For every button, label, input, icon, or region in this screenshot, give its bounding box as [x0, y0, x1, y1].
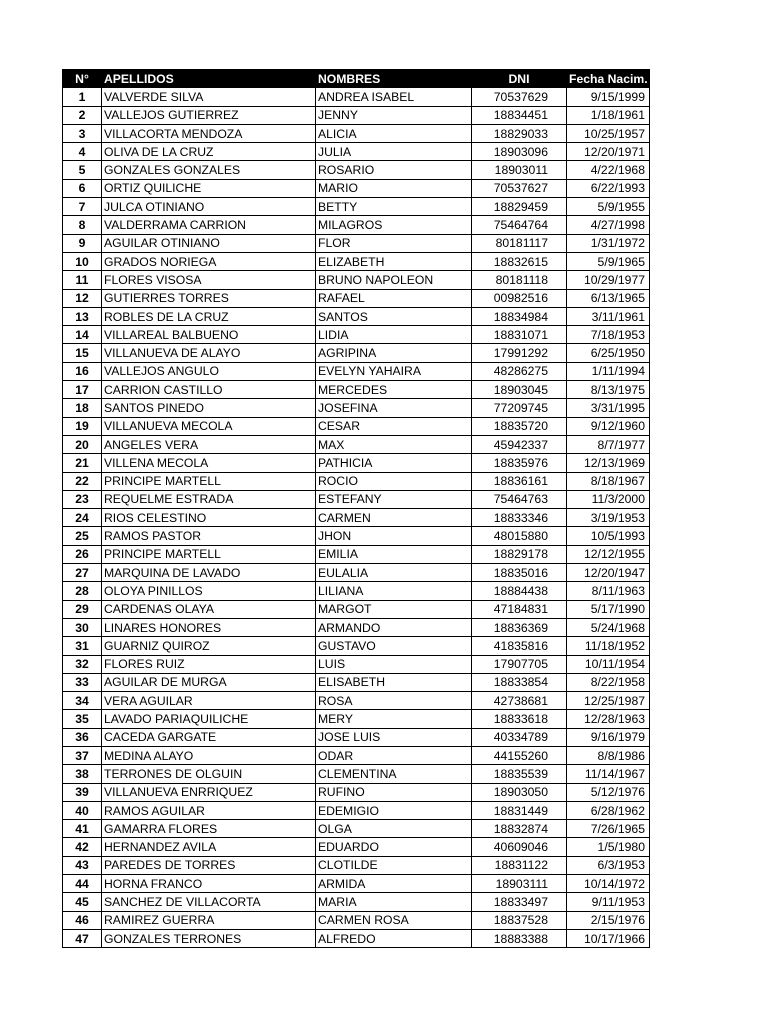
cell-apellidos: GONZALES GONZALES [102, 161, 316, 179]
cell-num: 18 [63, 399, 102, 417]
cell-apellidos: MARQUINA DE LAVADO [102, 564, 316, 582]
table-row [63, 490, 650, 508]
cell-apellidos: RIOS CELESTINO [102, 509, 316, 527]
cell-nombres: BETTY [316, 198, 472, 216]
table-row [63, 673, 650, 691]
cell-num: 21 [63, 454, 102, 472]
table-body [63, 88, 650, 948]
cell-num: 17 [63, 381, 102, 399]
cell-apellidos: FLORES RUIZ [102, 655, 316, 673]
cell-num: 34 [63, 692, 102, 710]
table-row [63, 582, 650, 600]
cell-dni: 18831449 [472, 801, 567, 819]
cell-fecha: 4/27/1998 [567, 216, 650, 234]
cell-apellidos: ORTIZ QUILICHE [102, 179, 316, 197]
cell-num: 11 [63, 271, 102, 289]
table-header [63, 70, 650, 88]
table-row [63, 801, 650, 819]
cell-dni: 47184831 [472, 600, 567, 618]
cell-num: 6 [63, 179, 102, 197]
cell-nombres: ARMIDA [316, 875, 472, 893]
cell-fecha: 4/22/1968 [567, 161, 650, 179]
cell-num: 33 [63, 673, 102, 691]
cell-apellidos: TERRONES DE OLGUIN [102, 765, 316, 783]
cell-fecha: 12/28/1963 [567, 710, 650, 728]
table-row [63, 527, 650, 545]
cell-num: 15 [63, 344, 102, 362]
cell-apellidos: PRINCIPE MARTELL [102, 545, 316, 563]
cell-nombres: MILAGROS [316, 216, 472, 234]
cell-dni: 44155260 [472, 746, 567, 764]
cell-num: 42 [63, 838, 102, 856]
cell-fecha: 9/12/1960 [567, 417, 650, 435]
cell-fecha: 12/20/1971 [567, 143, 650, 161]
cell-fecha: 3/31/1995 [567, 399, 650, 417]
cell-apellidos: FLORES VISOSA [102, 271, 316, 289]
cell-num: 47 [63, 929, 102, 947]
cell-fecha: 8/18/1967 [567, 472, 650, 490]
cell-nombres: JHON [316, 527, 472, 545]
cell-fecha: 6/22/1993 [567, 179, 650, 197]
cell-dni: 48286275 [472, 362, 567, 380]
table-row [63, 692, 650, 710]
table-row [63, 88, 650, 106]
table-row [63, 600, 650, 618]
cell-num: 5 [63, 161, 102, 179]
cell-nombres: BRUNO NAPOLEON [316, 271, 472, 289]
cell-nombres: MERY [316, 710, 472, 728]
cell-nombres: MARGOT [316, 600, 472, 618]
cell-apellidos: LAVADO PARIAQUILICHE [102, 710, 316, 728]
cell-apellidos: PAREDES DE TORRES [102, 856, 316, 874]
cell-num: 23 [63, 490, 102, 508]
cell-apellidos: RAMIREZ GUERRA [102, 911, 316, 929]
cell-nombres: ODAR [316, 746, 472, 764]
table-row [63, 655, 650, 673]
cell-dni: 75464764 [472, 216, 567, 234]
cell-fecha: 10/25/1957 [567, 124, 650, 142]
cell-fecha: 10/17/1966 [567, 929, 650, 947]
cell-nombres: SANTOS [316, 307, 472, 325]
table-row [63, 472, 650, 490]
cell-dni: 77209745 [472, 399, 567, 417]
cell-fecha: 9/15/1999 [567, 88, 650, 106]
cell-nombres: CARMEN ROSA [316, 911, 472, 929]
cell-fecha: 8/11/1963 [567, 582, 650, 600]
table-row [63, 381, 650, 399]
cell-fecha: 6/28/1962 [567, 801, 650, 819]
header-num: N° [63, 70, 102, 88]
cell-apellidos: GONZALES TERRONES [102, 929, 316, 947]
cell-apellidos: HORNA FRANCO [102, 875, 316, 893]
table-row [63, 911, 650, 929]
table-row [63, 454, 650, 472]
table-row [63, 326, 650, 344]
cell-apellidos: VERA AGUILAR [102, 692, 316, 710]
cell-num: 14 [63, 326, 102, 344]
table-row [63, 417, 650, 435]
cell-apellidos: OLOYA PINILLOS [102, 582, 316, 600]
cell-dni: 00982516 [472, 289, 567, 307]
cell-apellidos: LINARES HONORES [102, 618, 316, 636]
people-table [62, 69, 650, 948]
cell-dni: 42738681 [472, 692, 567, 710]
cell-dni: 18884438 [472, 582, 567, 600]
cell-apellidos: VALLEJOS ANGULO [102, 362, 316, 380]
table-row [63, 198, 650, 216]
cell-fecha: 5/24/1968 [567, 618, 650, 636]
cell-dni: 18903096 [472, 143, 567, 161]
cell-apellidos: PRINCIPE MARTELL [102, 472, 316, 490]
table-row [63, 179, 650, 197]
cell-nombres: JENNY [316, 106, 472, 124]
cell-apellidos: CACEDA GARGATE [102, 728, 316, 746]
cell-fecha: 1/31/1972 [567, 234, 650, 252]
cell-num: 36 [63, 728, 102, 746]
cell-nombres: MAX [316, 435, 472, 453]
cell-apellidos: AGUILAR DE MURGA [102, 673, 316, 691]
cell-num: 32 [63, 655, 102, 673]
cell-num: 38 [63, 765, 102, 783]
cell-fecha: 7/26/1965 [567, 820, 650, 838]
cell-apellidos: VALVERDE SILVA [102, 88, 316, 106]
cell-nombres: LIDIA [316, 326, 472, 344]
header-fecha: Fecha Nacim. [567, 70, 650, 88]
cell-num: 37 [63, 746, 102, 764]
cell-fecha: 11/18/1952 [567, 637, 650, 655]
table-row [63, 252, 650, 270]
cell-num: 19 [63, 417, 102, 435]
cell-num: 1 [63, 88, 102, 106]
cell-apellidos: VILLACORTA MENDOZA [102, 124, 316, 142]
cell-dni: 18831122 [472, 856, 567, 874]
cell-fecha: 6/13/1965 [567, 289, 650, 307]
table-row [63, 271, 650, 289]
table-row [63, 143, 650, 161]
cell-apellidos: VILLANUEVA DE ALAYO [102, 344, 316, 362]
cell-apellidos: VILLANUEVA MECOLA [102, 417, 316, 435]
cell-dni: 75464763 [472, 490, 567, 508]
cell-num: 45 [63, 893, 102, 911]
cell-fecha: 12/25/1987 [567, 692, 650, 710]
cell-nombres: FLOR [316, 234, 472, 252]
table-row [63, 637, 650, 655]
cell-nombres: LUIS [316, 655, 472, 673]
cell-nombres: ARMANDO [316, 618, 472, 636]
cell-nombres: MARIA [316, 893, 472, 911]
cell-apellidos: VILLENA MECOLA [102, 454, 316, 472]
cell-dni: 17991292 [472, 344, 567, 362]
cell-nombres: ROSA [316, 692, 472, 710]
table-row [63, 929, 650, 947]
cell-nombres: JOSEFINA [316, 399, 472, 417]
table-row [63, 509, 650, 527]
cell-fecha: 1/11/1994 [567, 362, 650, 380]
table-row [63, 124, 650, 142]
cell-num: 41 [63, 820, 102, 838]
cell-dni: 18833854 [472, 673, 567, 691]
cell-fecha: 10/5/1993 [567, 527, 650, 545]
cell-nombres: ROSARIO [316, 161, 472, 179]
table-row [63, 875, 650, 893]
cell-dni: 41835816 [472, 637, 567, 655]
table-row [63, 746, 650, 764]
cell-apellidos: GUARNIZ QUIROZ [102, 637, 316, 655]
cell-dni: 18834451 [472, 106, 567, 124]
cell-nombres: RAFAEL [316, 289, 472, 307]
cell-num: 10 [63, 252, 102, 270]
cell-apellidos: CARRION CASTILLO [102, 381, 316, 399]
cell-nombres: ANDREA ISABEL [316, 88, 472, 106]
cell-dni: 18835539 [472, 765, 567, 783]
table-row [63, 783, 650, 801]
cell-nombres: ROCIO [316, 472, 472, 490]
cell-fecha: 5/9/1965 [567, 252, 650, 270]
cell-nombres: AGRIPINA [316, 344, 472, 362]
table-row [63, 728, 650, 746]
cell-num: 46 [63, 911, 102, 929]
cell-fecha: 10/29/1977 [567, 271, 650, 289]
cell-nombres: EVELYN YAHAIRA [316, 362, 472, 380]
table-row [63, 216, 650, 234]
cell-nombres: RUFINO [316, 783, 472, 801]
cell-dni: 18903045 [472, 381, 567, 399]
cell-dni: 18833346 [472, 509, 567, 527]
cell-num: 40 [63, 801, 102, 819]
cell-nombres: ELIZABETH [316, 252, 472, 270]
table-row [63, 564, 650, 582]
table-row [63, 710, 650, 728]
cell-dni: 18903050 [472, 783, 567, 801]
table-row [63, 106, 650, 124]
table-row [63, 856, 650, 874]
cell-apellidos: GAMARRA FLORES [102, 820, 316, 838]
cell-dni: 80181117 [472, 234, 567, 252]
cell-num: 12 [63, 289, 102, 307]
cell-nombres: ALICIA [316, 124, 472, 142]
cell-nombres: CESAR [316, 417, 472, 435]
cell-dni: 18834984 [472, 307, 567, 325]
cell-apellidos: RAMOS PASTOR [102, 527, 316, 545]
header-dni: DNI [472, 70, 567, 88]
cell-dni: 18835976 [472, 454, 567, 472]
cell-apellidos: VILLAREAL BALBUENO [102, 326, 316, 344]
cell-dni: 18883388 [472, 929, 567, 947]
cell-dni: 18903111 [472, 875, 567, 893]
cell-nombres: CLEMENTINA [316, 765, 472, 783]
cell-apellidos: RAMOS AGUILAR [102, 801, 316, 819]
cell-dni: 18831071 [472, 326, 567, 344]
table-row [63, 399, 650, 417]
cell-num: 39 [63, 783, 102, 801]
cell-nombres: EDEMIGIO [316, 801, 472, 819]
cell-num: 20 [63, 435, 102, 453]
cell-fecha: 3/19/1953 [567, 509, 650, 527]
cell-nombres: GUSTAVO [316, 637, 472, 655]
cell-dni: 70537629 [472, 88, 567, 106]
cell-num: 29 [63, 600, 102, 618]
cell-num: 7 [63, 198, 102, 216]
cell-dni: 40609046 [472, 838, 567, 856]
cell-num: 9 [63, 234, 102, 252]
table-row [63, 289, 650, 307]
cell-nombres: MARIO [316, 179, 472, 197]
cell-nombres: JOSE LUIS [316, 728, 472, 746]
header-row [63, 70, 650, 88]
cell-nombres: EULALIA [316, 564, 472, 582]
cell-fecha: 8/8/1986 [567, 746, 650, 764]
cell-apellidos: CARDENAS OLAYA [102, 600, 316, 618]
cell-num: 43 [63, 856, 102, 874]
cell-fecha: 12/20/1947 [567, 564, 650, 582]
table-row [63, 893, 650, 911]
cell-nombres: ALFREDO [316, 929, 472, 947]
cell-fecha: 5/12/1976 [567, 783, 650, 801]
cell-apellidos: JULCA OTINIANO [102, 198, 316, 216]
cell-num: 13 [63, 307, 102, 325]
cell-num: 30 [63, 618, 102, 636]
cell-num: 8 [63, 216, 102, 234]
cell-fecha: 6/3/1953 [567, 856, 650, 874]
cell-fecha: 8/22/1958 [567, 673, 650, 691]
cell-fecha: 12/13/1969 [567, 454, 650, 472]
cell-num: 35 [63, 710, 102, 728]
table-row [63, 545, 650, 563]
cell-fecha: 12/12/1955 [567, 545, 650, 563]
cell-dni: 40334789 [472, 728, 567, 746]
cell-nombres: ELISABETH [316, 673, 472, 691]
cell-dni: 18833497 [472, 893, 567, 911]
cell-fecha: 11/3/2000 [567, 490, 650, 508]
cell-fecha: 8/13/1975 [567, 381, 650, 399]
cell-fecha: 3/11/1961 [567, 307, 650, 325]
cell-dni: 18837528 [472, 911, 567, 929]
cell-num: 4 [63, 143, 102, 161]
cell-num: 3 [63, 124, 102, 142]
cell-nombres: MERCEDES [316, 381, 472, 399]
cell-fecha: 1/18/1961 [567, 106, 650, 124]
cell-dni: 18829459 [472, 198, 567, 216]
cell-num: 31 [63, 637, 102, 655]
cell-apellidos: MEDINA ALAYO [102, 746, 316, 764]
table-row [63, 820, 650, 838]
table-row [63, 234, 650, 252]
cell-dni: 18903011 [472, 161, 567, 179]
cell-nombres: CLOTILDE [316, 856, 472, 874]
cell-dni: 18832874 [472, 820, 567, 838]
cell-apellidos: VILLANUEVA ENRRIQUEZ [102, 783, 316, 801]
cell-num: 2 [63, 106, 102, 124]
cell-dni: 17907705 [472, 655, 567, 673]
cell-apellidos: ANGELES VERA [102, 435, 316, 453]
cell-dni: 18835720 [472, 417, 567, 435]
table-row [63, 838, 650, 856]
cell-dni: 18829033 [472, 124, 567, 142]
table-row [63, 435, 650, 453]
cell-dni: 18836369 [472, 618, 567, 636]
cell-num: 25 [63, 527, 102, 545]
cell-dni: 45942337 [472, 435, 567, 453]
table-row [63, 618, 650, 636]
cell-nombres: ESTEFANY [316, 490, 472, 508]
cell-dni: 18833618 [472, 710, 567, 728]
cell-num: 26 [63, 545, 102, 563]
cell-fecha: 9/11/1953 [567, 893, 650, 911]
cell-nombres: EMILIA [316, 545, 472, 563]
cell-nombres: JULIA [316, 143, 472, 161]
cell-fecha: 5/17/1990 [567, 600, 650, 618]
cell-apellidos: REQUELME ESTRADA [102, 490, 316, 508]
cell-apellidos: SANTOS PINEDO [102, 399, 316, 417]
cell-dni: 48015880 [472, 527, 567, 545]
cell-num: 22 [63, 472, 102, 490]
cell-num: 16 [63, 362, 102, 380]
cell-fecha: 10/11/1954 [567, 655, 650, 673]
cell-fecha: 9/16/1979 [567, 728, 650, 746]
cell-apellidos: ROBLES DE LA CRUZ [102, 307, 316, 325]
cell-dni: 18835016 [472, 564, 567, 582]
cell-dni: 18829178 [472, 545, 567, 563]
cell-nombres: LILIANA [316, 582, 472, 600]
cell-dni: 70537627 [472, 179, 567, 197]
cell-fecha: 1/5/1980 [567, 838, 650, 856]
cell-fecha: 6/25/1950 [567, 344, 650, 362]
cell-apellidos: GUTIERRES TORRES [102, 289, 316, 307]
cell-num: 28 [63, 582, 102, 600]
cell-nombres: PATHICIA [316, 454, 472, 472]
table-row [63, 161, 650, 179]
cell-dni: 18832615 [472, 252, 567, 270]
cell-fecha: 7/18/1953 [567, 326, 650, 344]
cell-nombres: CARMEN [316, 509, 472, 527]
cell-nombres: OLGA [316, 820, 472, 838]
cell-fecha: 5/9/1955 [567, 198, 650, 216]
cell-nombres: EDUARDO [316, 838, 472, 856]
cell-num: 24 [63, 509, 102, 527]
cell-dni: 18836161 [472, 472, 567, 490]
cell-fecha: 8/7/1977 [567, 435, 650, 453]
cell-num: 44 [63, 875, 102, 893]
cell-fecha: 11/14/1967 [567, 765, 650, 783]
cell-num: 27 [63, 564, 102, 582]
table-row [63, 765, 650, 783]
cell-apellidos: HERNANDEZ AVILA [102, 838, 316, 856]
cell-apellidos: VALLEJOS GUTIERREZ [102, 106, 316, 124]
cell-dni: 80181118 [472, 271, 567, 289]
cell-apellidos: OLIVA DE LA CRUZ [102, 143, 316, 161]
cell-apellidos: VALDERRAMA CARRION [102, 216, 316, 234]
header-nombres: NOMBRES [316, 70, 472, 88]
table-row [63, 362, 650, 380]
table-row [63, 307, 650, 325]
table-row [63, 344, 650, 362]
cell-fecha: 2/15/1976 [567, 911, 650, 929]
header-apellidos: APELLIDOS [102, 70, 316, 88]
cell-apellidos: AGUILAR OTINIANO [102, 234, 316, 252]
cell-apellidos: GRADOS NORIEGA [102, 252, 316, 270]
cell-fecha: 10/14/1972 [567, 875, 650, 893]
cell-apellidos: SANCHEZ DE VILLACORTA [102, 893, 316, 911]
